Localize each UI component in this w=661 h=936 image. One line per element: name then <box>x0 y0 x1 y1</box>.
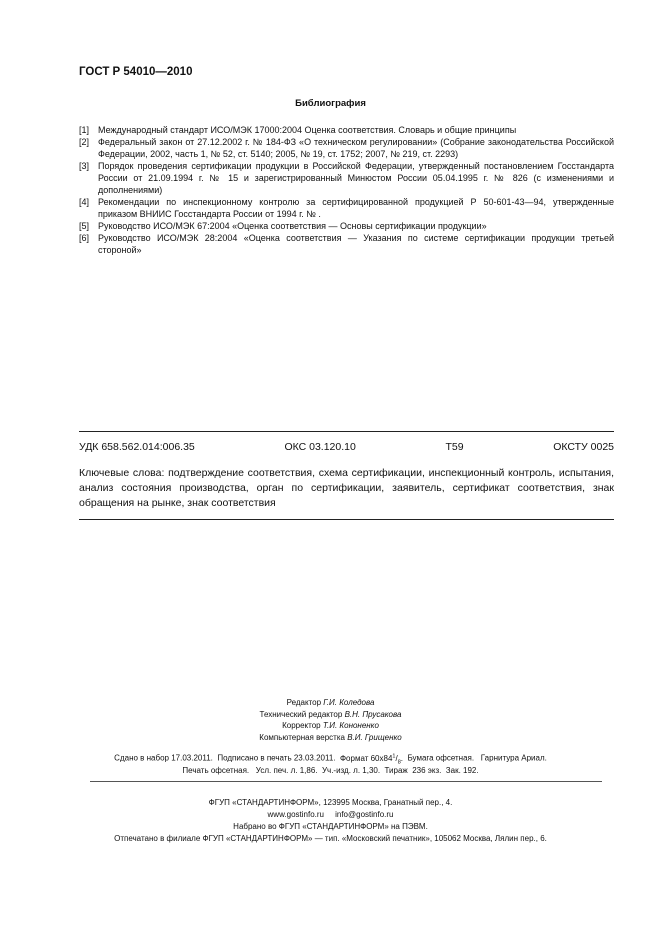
credit-name: В.Н. Прусакова <box>344 709 402 719</box>
publisher-block <box>0 797 661 845</box>
bibliography-item-text: Международный стандарт ИСО/МЭК 17000:2004 Оценка соответствия. Словарь и общие принципы <box>98 125 517 135</box>
bibliography-item-text: Руководство ИСО/МЭК 67:2004 «Оценка соответствия — Основы сертификации продукции» <box>98 221 487 231</box>
publisher-contacts <box>0 809 661 821</box>
credit-proofreader <box>0 720 661 732</box>
credit-name: В.И. Грищенко <box>347 732 402 742</box>
print-format-numerator: 1 <box>392 753 396 759</box>
print-format: Формат $60х84^1/_8$. <box>339 753 403 766</box>
credit-editor <box>0 697 661 709</box>
divider-bottom <box>79 519 614 520</box>
credit-name: Т.И. Кононенко <box>322 721 379 730</box>
print-sent: Сдано в набор 17.03.2011. <box>114 753 213 763</box>
divider-top <box>79 431 614 432</box>
bibliography-title: Библиография <box>295 98 366 109</box>
bibliography-item-text: Федеральный закон от 27.12.2002 г. № 184-ФЗ «О техническом регулировании» (Собрание законодательства Российской Федерации, 2002, часть 1, № 52, ст. 5140; 2005, № 19, ст. 1752; 2007, № 219, ст. 2293) <box>98 137 614 159</box>
print-signed: Подписано в печать 23.03.2011. <box>217 753 336 763</box>
bibliography-item-text: Руководство ИСО/МЭК 28:2004 «Оценка соответствия — Указания по системе сертификации продукции третьей стороной» <box>98 233 614 255</box>
udk-code: УДК 658.562.014:006.35 <box>79 441 195 453</box>
bibliography-item-number: [2] <box>79 137 90 147</box>
publisher-typeset: Набрано во ФГУП «СТАНДАРТИНФОРМ» на ПЭВМ. <box>233 822 428 831</box>
bibliography-item-number: [6] <box>79 233 90 243</box>
print-format-denominator: 8 <box>397 759 401 766</box>
bibliography-item-number: [1] <box>79 125 90 135</box>
print-format-suffix: . <box>400 753 403 763</box>
divider-publisher <box>90 781 602 782</box>
bibliography-item-number: [4] <box>79 197 90 207</box>
print-info-line-1 <box>0 753 661 765</box>
publisher-email-link[interactable]: info@gostinfo.ru <box>335 810 394 819</box>
bibliography-item <box>79 136 614 160</box>
bibliography-list <box>79 124 614 256</box>
bibliography-item-text: Рекомендации по инспекционному контролю за сертифицированной продукцией Р 50-601-43—94, утвержденные приказом ВНИИС Госстандарта России от 1994 г. № . <box>98 197 614 219</box>
bibliography-item-number: [5] <box>79 221 90 231</box>
credit-tech-editor <box>0 709 661 721</box>
bibliography-item <box>79 232 614 256</box>
bibliography-item <box>79 220 614 232</box>
credit-name: Г.И. Коледова <box>323 698 375 707</box>
bibliography-item <box>79 196 614 220</box>
document-title: ГОСТ Р 54010—2010 <box>79 66 193 78</box>
credit-role: Редактор <box>286 698 322 707</box>
credit-role: Технический редактор <box>259 709 343 719</box>
bibliography-item <box>79 124 614 136</box>
print-format-prefix: Формат 60х84 <box>339 753 393 763</box>
print-font: Гарнитура Ариал. <box>480 753 547 763</box>
credit-role: Корректор <box>282 721 321 730</box>
bibliography-item-text: Порядок проведения сертификации продукции в Российской Федерации, утвержденный постановлением Госстандарта России от 21.09.1994 г. № 15 и зарегистрированный Минюстом России 05.04.1995 г. № 826 (с изменениями и дополнениями) <box>98 161 614 195</box>
classification-row <box>79 441 614 453</box>
publisher-site-link[interactable]: www.gostinfo.ru <box>267 810 324 819</box>
bibliography-item-number: [3] <box>79 161 90 171</box>
keywords: Ключевые слова: подтверждение соответствия, схема сертификации, инспекционный контроль, испытания, анализ состояния производства, орган по сертификации, заявитель, сертификат соответствия, знак обращения на рынке, знак соответствия <box>79 467 614 509</box>
print-paper: Бумага офсетная. <box>407 753 475 763</box>
credit-role: Компьютерная верстка <box>259 732 345 742</box>
t-code: Т59 <box>445 441 464 453</box>
credits-block <box>0 697 661 743</box>
credit-layout <box>0 732 661 744</box>
publisher-printed: Отпечатано в филиале ФГУП «СТАНДАРТИНФОРМ» — тип. «Московский печатник», 105062 Москва, Лялин пер., 6. <box>114 834 547 843</box>
bibliography-item <box>79 160 614 196</box>
oks-code: ОКС 03.120.10 <box>284 441 356 453</box>
print-info-line-2: Печать офсетная. Усл. печ. л. 1,86. Уч.-изд. л. 1,30. Тираж 236 экз. Зак. 192. <box>182 766 479 775</box>
okstu-code: ОКСТУ 0025 <box>553 441 614 453</box>
publisher-address: ФГУП «СТАНДАРТИНФОРМ», 123995 Москва, Гранатный пер., 4. <box>208 798 453 807</box>
